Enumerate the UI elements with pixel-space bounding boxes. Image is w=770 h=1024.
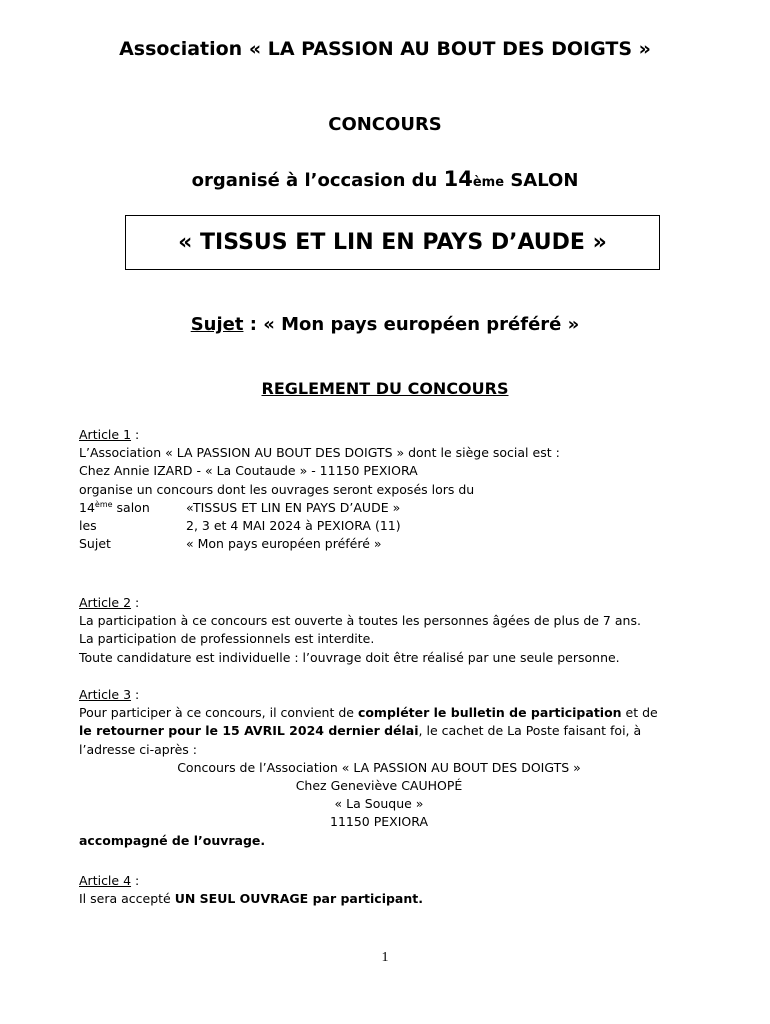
article-3-line-1-a: Pour participer à ce concours, il convient de	[79, 705, 358, 721]
address-line-1: Concours de l’Association « LA PASSION AU BOUT DES DOIGTS »	[177, 759, 581, 775]
article-1-colon: :	[131, 427, 140, 442]
salon-title-box	[125, 215, 660, 270]
row-salon-word: salon	[112, 499, 150, 515]
association-heading: Association « LA PASSION AU BOUT DES DOIGTS »	[119, 38, 651, 60]
sujet-heading	[0, 314, 770, 335]
reglement-heading: REGLEMENT DU CONCOURS	[261, 379, 509, 398]
concours-heading: CONCOURS	[328, 114, 442, 135]
article-2	[79, 594, 679, 667]
article-2-line-3: Toute candidature est individuelle : l’ouvrage doit être réalisé par une seule personne.	[79, 649, 620, 665]
article-3-line-1-bold: compléter le bulletin de participation	[357, 705, 622, 721]
article-4-line-1-a: Il sera accepté	[79, 891, 175, 907]
organise-suffix: SALON	[504, 170, 579, 191]
row-les-value: 2, 3 et 4 MAI 2024 à PEXIORA (11)	[186, 518, 401, 534]
row-les-label: les	[79, 518, 97, 534]
row-salon-value: «TISSUS ET LIN EN PAYS D’AUDE »	[186, 499, 401, 515]
row-sujet-value: « Mon pays européen préféré »	[186, 536, 382, 552]
article-2-title-line	[79, 594, 679, 612]
organise-number: 14	[443, 167, 473, 191]
article-1-title-line	[79, 426, 679, 444]
article-1-title: Article 1	[79, 427, 132, 442]
organise-superscript: ème	[472, 175, 505, 190]
article-2-colon: :	[131, 595, 140, 610]
article-1-row-les	[79, 517, 679, 535]
article-1-line-2: Chez Annie IZARD - « La Coutaude » - 11150 PEXIORA	[79, 463, 418, 479]
row-sujet-label: Sujet	[79, 536, 111, 552]
row-salon-superscript: ème	[94, 499, 113, 509]
article-3-line-2-bold: le retourner pour le 15 AVRIL 2024 dernier délai	[79, 723, 419, 739]
article-1	[79, 426, 679, 553]
article-3-closing: accompagné de l’ouvrage.	[79, 832, 266, 848]
organise-heading	[0, 167, 770, 191]
row-salon-number: 14	[79, 499, 95, 515]
article-3-line-1	[79, 704, 679, 722]
article-2-title: Article 2	[79, 595, 132, 610]
article-3	[79, 686, 679, 850]
article-3-line-1-c: et de	[621, 705, 658, 721]
article-3-line-2	[79, 722, 679, 740]
salon-title: « TISSUS ET LIN EN PAYS D’AUDE »	[178, 230, 607, 255]
article-2-line-1: La participation à ce concours est ouverte à toutes les personnes âgées de plus de 7 ans.	[79, 613, 641, 629]
address-line-4: 11150 PEXIORA	[330, 814, 428, 830]
address-line-3: « La Souque »	[334, 796, 424, 812]
article-3-title-line	[79, 686, 679, 704]
article-4-title: Article 4	[79, 873, 132, 888]
organise-prefix: organisé à l’occasion du	[191, 170, 444, 191]
article-1-line-1: L’Association « LA PASSION AU BOUT DES DOIGTS » dont le siège social est :	[79, 445, 560, 461]
article-4-title-line	[79, 872, 679, 890]
article-1-line-3: organise un concours dont les ouvrages seront exposés lors du	[79, 481, 475, 497]
article-4-line-1	[79, 890, 679, 908]
article-1-row-sujet	[79, 535, 679, 553]
article-4	[79, 872, 679, 908]
article-4-colon: :	[131, 873, 140, 888]
article-1-row-salon	[79, 499, 679, 517]
article-3-colon: :	[131, 687, 140, 702]
sujet-label: Sujet	[190, 314, 244, 335]
sujet-text: : « Mon pays européen préféré »	[243, 314, 580, 335]
page-number: 1	[381, 950, 389, 965]
row-salon-label	[79, 499, 186, 517]
article-2-line-2: La participation de professionnels est interdite.	[79, 631, 375, 647]
article-4-line-1-bold: UN SEUL OUVRAGE par participant.	[174, 891, 423, 907]
article-3-title: Article 3	[79, 687, 132, 702]
article-3-line-2-b: , le cachet de La Poste faisant foi, à	[418, 723, 642, 739]
address-line-2: Chez Geneviève CAUHOPÉ	[295, 778, 463, 794]
article-3-line-3: l’adresse ci-après :	[79, 741, 197, 757]
